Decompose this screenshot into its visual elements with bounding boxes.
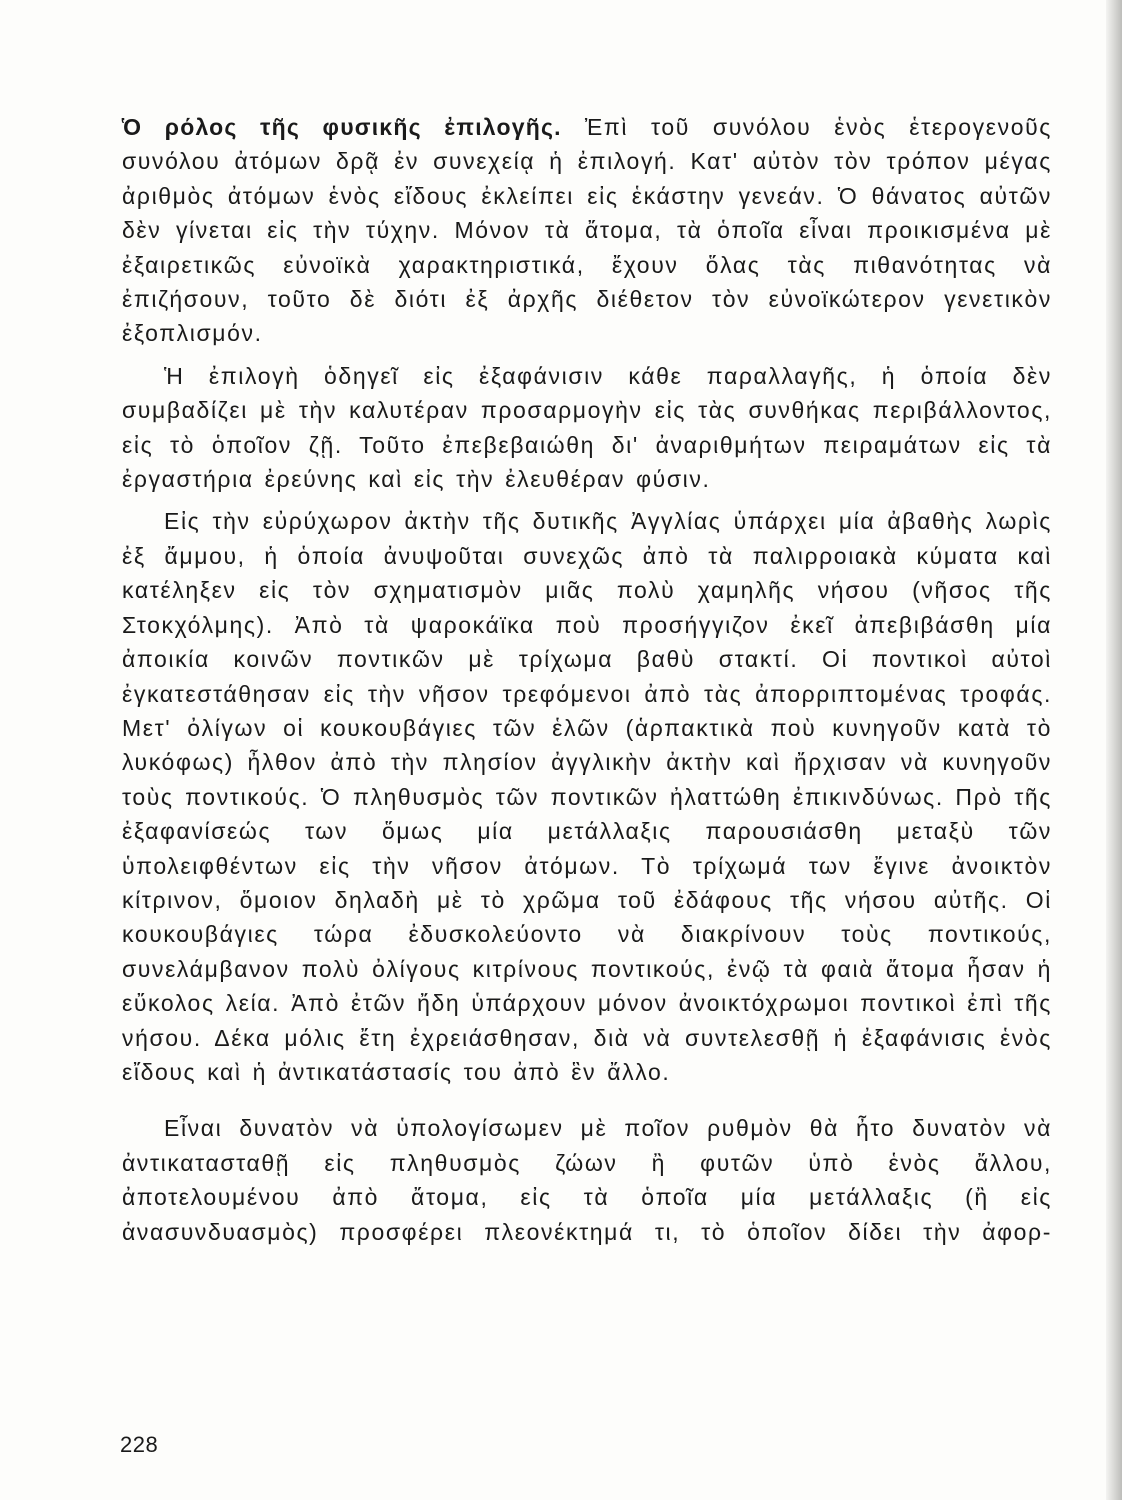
section-heading: Ὁ ρόλος τῆς φυσικῆς ἐπιλογῆς.: [122, 114, 562, 140]
paragraph-3: [122, 504, 1052, 1089]
paragraph-1-text: Ἐπὶ τοῦ συνόλου ἑνὸς ἑτερογενοῦς συνόλου ἀτόμων δρᾷ ἐν συνεχείᾳ ἡ ἐπιλογή. Κατ' αὐτὸν τὸν τρόπον μέγας ἀριθμὸς ἀτόμων ἑνὸς εἴδους ἐκλείπει εἰς ἑκάστην γενεάν. Ὁ θάνατος αὐτῶν δὲν γίνεται εἰς τὴν τύχην. Μόνον τὰ ἄτομα, τὰ ὁποῖα εἶναι προικισμένα μὲ ἐξαιρετικῶς εὐνοϊκὰ χαρακτηριστικά, ἔχουν ὅλας τὰς πιθανότητας νὰ ἐπιζήσουν, τοῦτο δὲ διότι ἐξ ἀρχῆς διέθετον τὸν εὐνοϊκώτερον γενετικὸν ἐξοπλισμόν.: [122, 114, 1052, 347]
paragraph-2-text: Ἡ ἐπιλογὴ ὁδηγεῖ εἰς ἐξαφάνισιν κάθε παραλλαγῆς, ἡ ὁποία δὲν συμβαδίζει μὲ τὴν καλυτέραν προσαρμογὴν εἰς τὰς συνθήκας περιβάλλοντος, εἰς τὸ ὁποῖον ζῇ. Τοῦτο ἐπεβεβαιώθη δι' ἀναριθμήτων πειραμάτων εἰς τὰ ἐργαστήρια ἐρεύνης καὶ εἰς τὴν ἐλευθέραν φύσιν.: [122, 362, 1052, 493]
paragraph-2: [122, 359, 1052, 497]
paragraph-4: [122, 1111, 1052, 1249]
page-edge-shadow: [1106, 0, 1122, 1500]
page-number: 228: [120, 1432, 159, 1457]
paragraph-1: [122, 110, 1052, 351]
body-text: [122, 110, 1052, 1249]
paragraph-3-text: Εἰς τὴν εὐρύχωρον ἀκτὴν τῆς δυτικῆς Ἀγγλίας ὑπάρχει μία ἀβαθὴς λωρὶς ἐξ ἄμμου, ἡ ὁποία ἀνυψοῦται συνεχῶς ἀπὸ τὰ παλιρροιακὰ κύματα καὶ κατέληξεν εἰς τὸν σχηματισμὸν μιᾶς πολὺ χαμηλῆς νήσου (νῆσος τῆς Στοκχόλμης). Ἀπὸ τὰ ψαροκάϊκα ποὺ προσήγγιζον ἐκεῖ ἀπεβιβάσθη μία ἀποικία κοινῶν ποντικῶν μὲ τρίχωμα βαθὺ στακτί. Οἱ ποντικοὶ αὐτοὶ ἐγκατεστάθησαν εἰς τὴν νῆσον τρεφόμενοι ἀπὸ τὰς ἀπορριπτομένας τροφάς. Μετ' ὀλίγων οἱ κουκουβάγιες τῶν ἑλῶν (ἁρπακτικὰ ποὺ κυνηγοῦν κατὰ τὸ λυκόφως) ἦλθον ἀπὸ τὴν πλησίον ἀγγλικὴν ἀκτὴν καὶ ἤρχισαν νὰ κυνηγοῦν τοὺς ποντικούς. Ὁ πληθυσμὸς τῶν ποντικῶν ἠλαττώθη ἐπικινδύνως. Πρὸ τῆς ἐξαφανίσεώς των ὅμως μία μετάλλαξις παρουσιάσθη μεταξὺ τῶν ὑπολειφθέντων εἰς τὴν νῆσον ἀτόμων. Τὸ τρίχωμά των ἔγινε ἀνοικτὸν κίτρινον, ὅμοιον δηλαδὴ μὲ τὸ χρῶμα τοῦ ἐδάφους τῆς νήσου αὐτῆς. Οἱ κουκουβάγιες τώρα ἐδυσκολεύοντο νὰ διακρίνουν τοὺς ποντικούς, συνελάμβανον πολὺ ὀλίγους κιτρίνους ποντικούς, ἐνῷ τὰ φαιὰ ἄτομα ἦσαν ἡ εὔκολος λεία. Ἀπὸ ἐτῶν ἤδη ὑπάρχουν μόνον ἀνοικτόχρωμοι ποντικοὶ ἐπὶ τῆς νήσου. Δέκα μόλις ἔτη ἐχρειάσθησαν, διὰ νὰ συντελεσθῇ ἡ ἐξαφάνισις ἑνὸς εἴδους καὶ ἡ ἀντικατάστασίς του ἀπὸ ἓν ἄλλο.: [122, 508, 1052, 1085]
paragraph-4-text: Εἶναι δυνατὸν νὰ ὑπολογίσωμεν μὲ ποῖον ρυθμὸν θὰ ἦτο δυνατὸν νὰ ἀντικατασταθῇ εἰς πληθυσμὸς ζώων ἢ φυτῶν ὑπὸ ἑνὸς ἄλλου, ἀποτελουμένου ἀπὸ ἄτομα, εἰς τὰ ὁποῖα μία μετάλλαξις (ἢ εἰς ἀνασυνδυασμὸς) προσφέρει πλεονέκτημά τι, τὸ ὁποῖον δίδει τὴν ἀφορ-: [122, 1115, 1052, 1245]
